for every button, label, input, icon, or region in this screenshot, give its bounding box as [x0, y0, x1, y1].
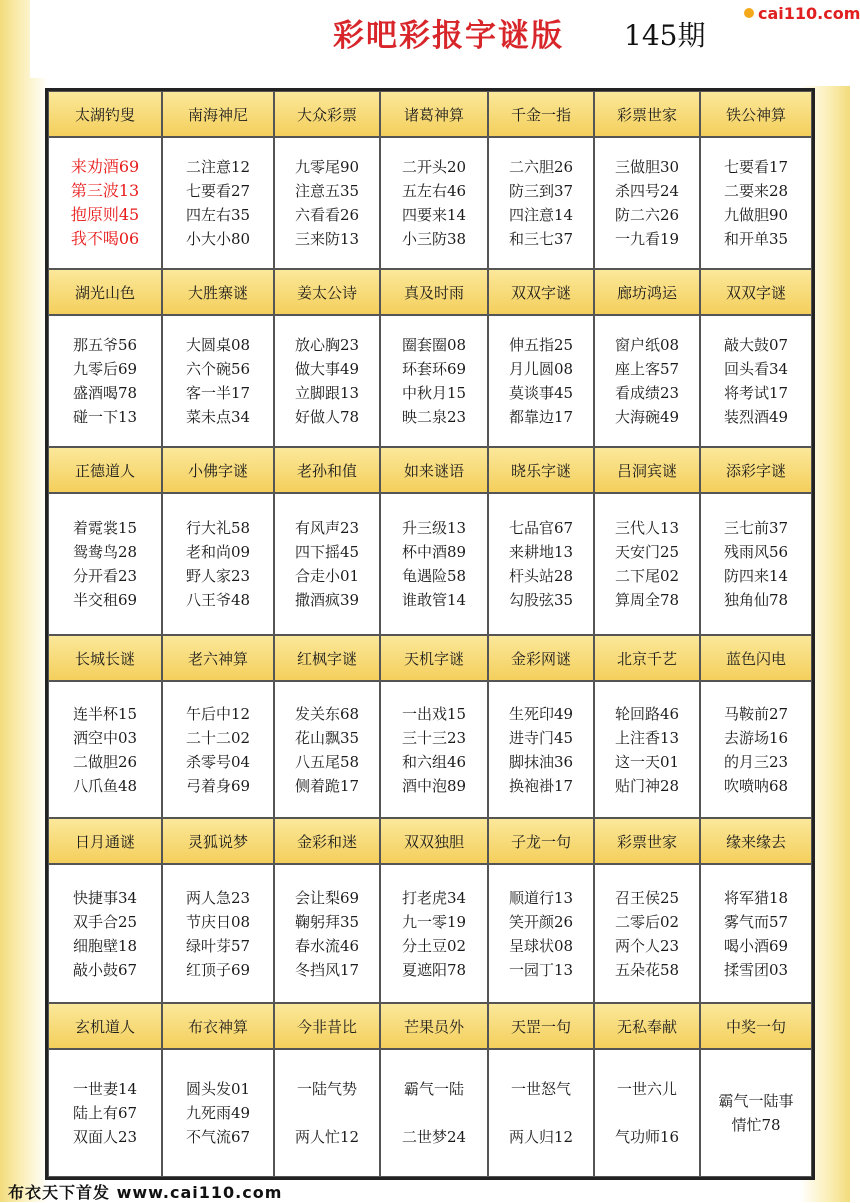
riddle-line: 抱原则45 [70, 205, 140, 224]
riddle-line: 勾股弦35 [508, 591, 574, 609]
riddle-cell [380, 681, 488, 818]
riddle-line: 碰一下13 [72, 408, 138, 426]
riddle-line: 六个碗56 [185, 360, 251, 378]
riddle-line: 和六组46 [401, 752, 467, 771]
riddle-line: 将军猎18 [723, 888, 789, 907]
riddle-line: 霸气一陆事情忙78 [718, 1092, 794, 1134]
riddle-line: 两人归12 [508, 1128, 574, 1146]
riddle-line: 去游场16 [723, 728, 789, 747]
riddle-cell [488, 1049, 594, 1177]
section-header-cell: 大胜寨谜 [162, 269, 274, 315]
riddle-line: 鞠躬拜35 [294, 912, 360, 931]
riddle-line: 轮回路46 [614, 704, 680, 723]
riddle-cell [594, 1049, 700, 1177]
riddle-cell [594, 315, 700, 447]
riddle-line: 两个人23 [614, 936, 680, 955]
riddle-line: 这一天01 [614, 752, 680, 771]
riddle-line: 和开单35 [723, 230, 789, 248]
riddle-cell [594, 864, 700, 1003]
riddle-cell [594, 681, 700, 818]
riddle-line: 回头看34 [723, 360, 789, 378]
section-header-cell: 金彩网谜 [488, 635, 594, 681]
section-header-cell: 添彩字谜 [700, 447, 812, 493]
riddle-line: 环套环69 [401, 360, 467, 378]
riddle-line: 八爪鱼48 [72, 776, 138, 795]
riddle-line: 吹喷呐68 [723, 776, 789, 795]
riddle-cell [48, 864, 162, 1003]
riddle-line: 八五尾58 [294, 752, 360, 771]
riddle-line: 换袍褂17 [508, 776, 574, 795]
riddle-line: 一世六儿 [616, 1080, 677, 1098]
riddle-line: 呈球状08 [508, 936, 574, 955]
riddle-cell [48, 493, 162, 635]
riddle-line: 一陆气势 [296, 1080, 357, 1098]
riddle-line: 杀四号24 [614, 182, 680, 200]
riddle-line: 侧着跪17 [294, 776, 360, 795]
riddle-line: 弓着身69 [185, 776, 251, 795]
section-header-cell: 彩票世家 [594, 818, 700, 864]
riddle-line: 七要看17 [723, 158, 789, 176]
riddle-cell [274, 681, 380, 818]
riddle-line: 我不喝06 [70, 229, 140, 248]
riddle-cell [162, 864, 274, 1003]
section-header-cell: 吕洞宾谜 [594, 447, 700, 493]
riddle-line: 三做胆30 [614, 158, 680, 176]
riddle-line: 圆头发01 [185, 1080, 251, 1098]
riddle-line: 节庆日08 [185, 912, 251, 931]
riddle-line: 生死印49 [508, 704, 574, 723]
riddle-table [45, 88, 815, 1180]
section-header-cell: 湖光山色 [48, 269, 162, 315]
section-header-cell: 天机字谜 [380, 635, 488, 681]
riddle-line: 四注意14 [508, 206, 574, 224]
riddle-cell [48, 681, 162, 818]
riddle-line: 马鞍前27 [723, 704, 789, 723]
riddle-line: 一九看19 [614, 230, 680, 248]
footer-credit: 布衣天下首发 www.cai110.com [8, 1183, 283, 1202]
riddle-line: 和三七37 [508, 230, 574, 248]
section-header-cell: 玄机道人 [48, 1003, 162, 1049]
riddle-line: 龟遇险58 [401, 567, 467, 585]
riddle-line: 野人家23 [185, 567, 251, 585]
riddle-line: 进寺门45 [508, 728, 574, 747]
riddle-line: 放心胸23 [294, 336, 360, 354]
riddle-cell [700, 315, 812, 447]
riddle-line: 九零后69 [72, 360, 138, 378]
section-header-cell: 老孙和值 [274, 447, 380, 493]
riddle-line: 六看看26 [294, 206, 360, 224]
riddle-line: 客一半17 [185, 384, 251, 402]
riddle-cell [380, 1049, 488, 1177]
riddle-line: 装烈酒49 [723, 408, 789, 426]
riddle-line: 一出戏15 [401, 704, 467, 723]
riddle-line: 冬挡风17 [294, 960, 360, 979]
riddle-line: 四要来14 [401, 206, 467, 224]
section-header-cell: 晓乐字谜 [488, 447, 594, 493]
riddle-line: 杯中酒89 [401, 543, 467, 561]
section-header-cell: 小佛字谜 [162, 447, 274, 493]
riddle-line: 算周全78 [614, 591, 680, 609]
section-header-cell: 双双字谜 [488, 269, 594, 315]
riddle-line: 注意五35 [294, 182, 360, 200]
section-header-cell: 长城长谜 [48, 635, 162, 681]
riddle-line: 二零后02 [614, 912, 680, 931]
riddle-line: 小大小80 [185, 230, 251, 248]
riddle-cell [274, 493, 380, 635]
riddle-cell [162, 315, 274, 447]
riddle-line: 打老虎34 [401, 888, 467, 907]
riddle-line: 酒中泡89 [401, 776, 467, 795]
riddle-line: 双面人23 [72, 1128, 138, 1146]
riddle-cell [162, 493, 274, 635]
section-header-cell: 今非昔比 [274, 1003, 380, 1049]
riddle-line: 撒酒疯39 [294, 591, 360, 609]
section-header-cell: 灵狐说梦 [162, 818, 274, 864]
riddle-line: 分开看23 [72, 567, 138, 585]
riddle-line: 座上客57 [614, 360, 680, 378]
riddle-line: 都靠边17 [508, 408, 574, 426]
riddle-line: 防四来14 [723, 567, 789, 585]
issue-number: 145期 [624, 19, 706, 52]
riddle-line: 二六胆26 [508, 158, 574, 176]
riddle-line: 三十三23 [401, 728, 467, 747]
riddle-line: 九做胆90 [723, 206, 789, 224]
section-header-cell: 铁公神算 [700, 91, 812, 137]
riddle-line: 八王爷48 [185, 591, 251, 609]
riddle-line: 五朵花58 [614, 960, 680, 979]
riddle-cell [380, 493, 488, 635]
section-header-cell: 诸葛神算 [380, 91, 488, 137]
riddle-line: 防二六26 [614, 206, 680, 224]
riddle-line: 花山飘35 [294, 728, 360, 747]
riddle-line: 菜未点34 [185, 408, 251, 426]
riddle-line: 快捷事34 [72, 888, 138, 907]
riddle-line: 两人忙12 [294, 1128, 360, 1146]
riddle-line: 三七前37 [723, 519, 789, 537]
riddle-line: 召王侯25 [614, 888, 680, 907]
riddle-line: 发关东68 [294, 704, 360, 723]
header-title-underlay [350, 60, 710, 84]
riddle-line: 二下尾02 [614, 567, 680, 585]
riddle-line: 天安门25 [614, 543, 680, 561]
riddle-line: 三来防13 [294, 230, 360, 248]
riddle-line: 一园丁13 [508, 960, 574, 979]
riddle-cell [700, 681, 812, 818]
section-header-cell: 姜太公诗 [274, 269, 380, 315]
riddle-line: 伸五指25 [508, 336, 574, 354]
section-header-cell: 日月通谜 [48, 818, 162, 864]
section-header-cell: 金彩和迷 [274, 818, 380, 864]
section-header-cell: 红枫字谜 [274, 635, 380, 681]
section-header-cell: 缘来缘去 [700, 818, 812, 864]
riddle-line: 盛酒喝78 [72, 384, 138, 402]
section-header-cell: 中奖一句 [700, 1003, 812, 1049]
section-header-cell: 如来谜语 [380, 447, 488, 493]
riddle-cell [488, 864, 594, 1003]
riddle-line: 上注香13 [614, 728, 680, 747]
riddle-line: 小三防38 [401, 230, 467, 248]
riddle-line: 来耕地13 [508, 543, 574, 561]
section-header-cell: 无私奉献 [594, 1003, 700, 1049]
riddle-line: 两人急23 [185, 888, 251, 907]
section-header-cell: 双双字谜 [700, 269, 812, 315]
riddle-cell [380, 315, 488, 447]
riddle-line: 喝小酒69 [723, 936, 789, 955]
section-header-cell: 布衣神算 [162, 1003, 274, 1049]
riddle-line: 窗户纸08 [614, 336, 680, 354]
riddle-line: 洒空中03 [72, 728, 138, 747]
riddle-line: 细胞壁18 [72, 936, 138, 955]
riddle-line: 不气流67 [185, 1128, 251, 1146]
riddle-line: 将考试17 [723, 384, 789, 402]
section-header-cell: 南海神尼 [162, 91, 274, 137]
riddle-line: 顺道行13 [508, 888, 574, 907]
section-header-cell: 天罡一句 [488, 1003, 594, 1049]
section-header-cell: 真及时雨 [380, 269, 488, 315]
riddle-line: 雾气而57 [723, 912, 789, 931]
riddle-cell [162, 1049, 274, 1177]
riddle-line: 第三波13 [70, 181, 140, 200]
riddle-line: 看成绩23 [614, 384, 680, 402]
riddle-line: 脚抹油36 [508, 752, 574, 771]
site-logo[interactable] [744, 4, 860, 23]
riddle-line: 那五爷56 [72, 336, 138, 354]
riddle-cell [380, 864, 488, 1003]
riddle-cell [48, 137, 162, 269]
riddle-line: 立脚跟13 [294, 384, 360, 402]
riddle-line: 敲大鼓07 [723, 336, 789, 354]
riddle-line: 笑开颜26 [508, 912, 574, 931]
riddle-line: 二开头20 [401, 158, 467, 176]
riddle-line: 杆头站28 [508, 567, 574, 585]
section-header-cell: 双双独胆 [380, 818, 488, 864]
logo-text: cai110.com [758, 4, 860, 23]
riddle-line: 绿叶芽57 [185, 936, 251, 955]
logo-dot-icon [744, 8, 754, 18]
section-header-cell: 老六神算 [162, 635, 274, 681]
riddle-line: 会让梨69 [294, 888, 360, 907]
header-blank-panel [30, 0, 280, 78]
riddle-line: 有风声23 [294, 519, 360, 537]
riddle-cell [380, 137, 488, 269]
riddle-line: 合走小01 [294, 567, 360, 585]
riddle-cell [48, 1049, 162, 1177]
section-header-cell: 廊坊鸿运 [594, 269, 700, 315]
section-header-cell: 千金一指 [488, 91, 594, 137]
section-header-cell: 子龙一句 [488, 818, 594, 864]
riddle-line: 半交租69 [72, 591, 138, 609]
riddle-line: 春水流46 [294, 936, 360, 955]
riddle-line: 独角仙78 [723, 591, 789, 609]
riddle-line: 大圆桌08 [185, 336, 251, 354]
riddle-line: 月儿圆08 [508, 360, 574, 378]
riddle-line: 二做胆26 [72, 752, 138, 771]
riddle-line: 四下摇45 [294, 543, 360, 561]
riddle-line: 九零尾90 [294, 158, 360, 176]
riddle-cell [594, 137, 700, 269]
riddle-line: 连半杯15 [72, 704, 138, 723]
riddle-line: 揉雪团03 [723, 960, 789, 979]
riddle-line: 的月三23 [723, 752, 789, 771]
riddle-line: 来劝酒69 [70, 157, 140, 176]
section-header-cell: 正德道人 [48, 447, 162, 493]
riddle-line: 映二泉23 [401, 408, 467, 426]
riddle-line: 二要来28 [723, 182, 789, 200]
riddle-cell [700, 864, 812, 1003]
riddle-line: 二世梦24 [401, 1128, 467, 1146]
riddle-line: 三代人13 [614, 519, 680, 537]
riddle-line: 红顶子69 [185, 960, 251, 979]
riddle-line: 一世怒气 [510, 1080, 571, 1098]
section-header-cell: 芒果员外 [380, 1003, 488, 1049]
riddle-line: 升三级13 [401, 519, 467, 537]
riddle-cell [48, 315, 162, 447]
riddle-cell [700, 1049, 812, 1177]
riddle-line: 夏遮阳78 [401, 960, 467, 979]
riddle-line: 鸳鸯鸟28 [72, 543, 138, 561]
riddle-line: 大海碗49 [614, 408, 680, 426]
riddle-line: 做大事49 [294, 360, 360, 378]
riddle-line: 残雨风56 [723, 543, 789, 561]
riddle-line: 中秋月15 [401, 384, 467, 402]
riddle-line: 七要看27 [185, 182, 251, 200]
riddle-cell [274, 137, 380, 269]
riddle-cell [162, 681, 274, 818]
riddle-cell [488, 315, 594, 447]
riddle-line: 四左右35 [185, 206, 251, 224]
riddle-line: 双手合25 [72, 912, 138, 931]
riddle-cell [594, 493, 700, 635]
page-title: 彩吧彩报字谜版 [333, 18, 564, 54]
riddle-line: 好做人78 [294, 408, 360, 426]
riddle-line: 九一零19 [401, 912, 467, 931]
section-header-cell: 蓝色闪电 [700, 635, 812, 681]
riddle-line: 二十二02 [185, 728, 251, 747]
riddle-cell [162, 137, 274, 269]
riddle-line: 敲小鼓67 [72, 960, 138, 979]
riddle-line: 气功师16 [614, 1128, 680, 1146]
riddle-cell [700, 137, 812, 269]
riddle-line: 二注意12 [185, 158, 251, 176]
riddle-line: 午后中12 [185, 704, 251, 723]
riddle-line: 防三到37 [508, 182, 574, 200]
riddle-line: 谁敢管14 [401, 591, 467, 609]
riddle-line: 贴门神28 [614, 776, 680, 795]
riddle-line: 圈套圈08 [401, 336, 467, 354]
section-header-cell: 彩票世家 [594, 91, 700, 137]
riddle-line: 杀零号04 [185, 752, 251, 771]
riddle-line: 五左右46 [401, 182, 467, 200]
riddle-cell [488, 681, 594, 818]
riddle-cell [700, 493, 812, 635]
section-header-cell: 太湖钓叟 [48, 91, 162, 137]
riddle-line: 七品官67 [508, 519, 574, 537]
riddle-line: 一世妻14 [72, 1080, 138, 1098]
riddle-cell [274, 315, 380, 447]
section-header-cell: 北京千艺 [594, 635, 700, 681]
riddle-line: 老和尚09 [185, 543, 251, 561]
riddle-line: 陆上有67 [72, 1104, 138, 1122]
riddle-line: 霸气一陆 [403, 1080, 464, 1098]
section-header-cell: 大众彩票 [274, 91, 380, 137]
riddle-cell [488, 493, 594, 635]
riddle-cell [274, 864, 380, 1003]
riddle-line: 莫谈事45 [508, 384, 574, 402]
riddle-line: 分土豆02 [401, 936, 467, 955]
riddle-line: 九死雨49 [185, 1104, 251, 1122]
riddle-line: 着霓裳15 [72, 519, 138, 537]
riddle-cell [488, 137, 594, 269]
riddle-line: 行大礼58 [185, 519, 251, 537]
riddle-cell [274, 1049, 380, 1177]
